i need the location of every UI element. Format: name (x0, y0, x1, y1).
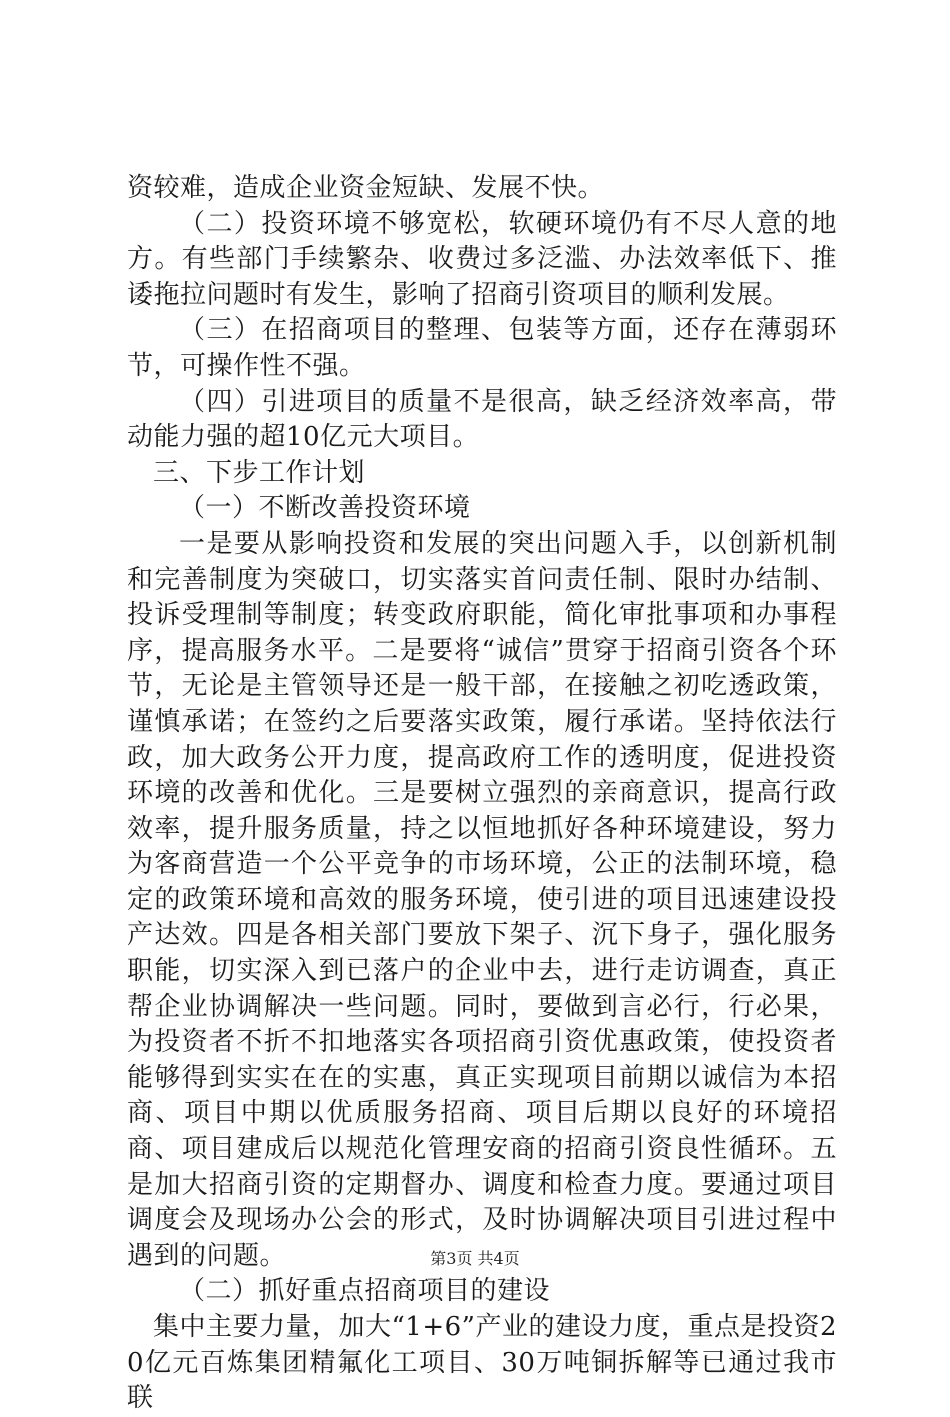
paragraph-key-projects: 集中主要力量，加大“1+6”产业的建设力度，重点是投资20亿元百炼集团精氟化工项目、30万吨铜拆解等已通过我市联 (127, 1312, 837, 1414)
paragraph-1: 资较难，造成企业资金短缺、发展不快。 (127, 173, 605, 203)
section-heading-work-plan: 三、下步工作计划 (153, 457, 366, 488)
paragraph-3: （三）在招商项目的整理、包装等方面，还存在薄弱环节，可操作性不强。 (127, 315, 837, 381)
paragraph-investment-environment: 一是要从影响投资和发展的突出问题入手，以创新机制和完善制度为突破口，切实落实首问责任制、限时办结制、投诉受理制等制度；转变政府职能，简化审批事项和办事程序，提高服务水平。二是要将“诚信”贯穿于招商引资各个环节，无论是主管领导还是一般干部，在接触之初吃透政策，谨慎承诺；在签约之后要落实政策，履行承诺。坚持依法行政，加大政务公开力度，提高政府工作的透明度，促进投资环境的改善和优化。三是要树立强烈的亲商意识，提高行政效率，提升服务质量，持之以恒地抓好各种环境建设，努力为客商营造一个公平竞争的市场环境，公正的法制环境，稳定的政策环境和高效的服务环境，使引进的项目迅速建设投产达效。四是各相关部门要放下架子、沉下身子，强化服务职能，切实深入到已落户的企业中去，进行走访调查，真正帮企业协调解决一些问题。同时，要做到言必行，行必果，为投资者不折不扣地落实各项招商引资优惠政策，使投资者能够得到实实在在的实惠，真正实现项目前期以诚信为本招商、项目中期以优质服务招商、项目后期以良好的环境招商、项目建成后以规范化管理安商的招商引资良性循环。五是加大招商引资的定期督办、调度和检查力度。要通过项目调度会及现场办公会的形式，及时协调解决项目引进过程中遇到的问题。 (127, 528, 837, 1271)
subheading-investment-environment: （一）不断改善投资环境 (179, 493, 471, 524)
document-body (127, 171, 837, 1417)
page-footer: 第3页 共4页 (430, 1249, 520, 1268)
paragraph-4: （四）引进项目的质量不是很高，缺乏经济效率高，带动能力强的超10亿元大项目。 (127, 386, 837, 453)
paragraph-2: （二）投资环境不够宽松，软硬环境仍有不尽人意的地方。有些部门手续繁杂、收费过多泛滥、办法效率低下、推诿拖拉问题时有发生，影响了招商引资项目的顺利发展。 (127, 208, 837, 310)
subheading-key-projects: （二）抓好重点招商项目的建设 (179, 1276, 551, 1307)
